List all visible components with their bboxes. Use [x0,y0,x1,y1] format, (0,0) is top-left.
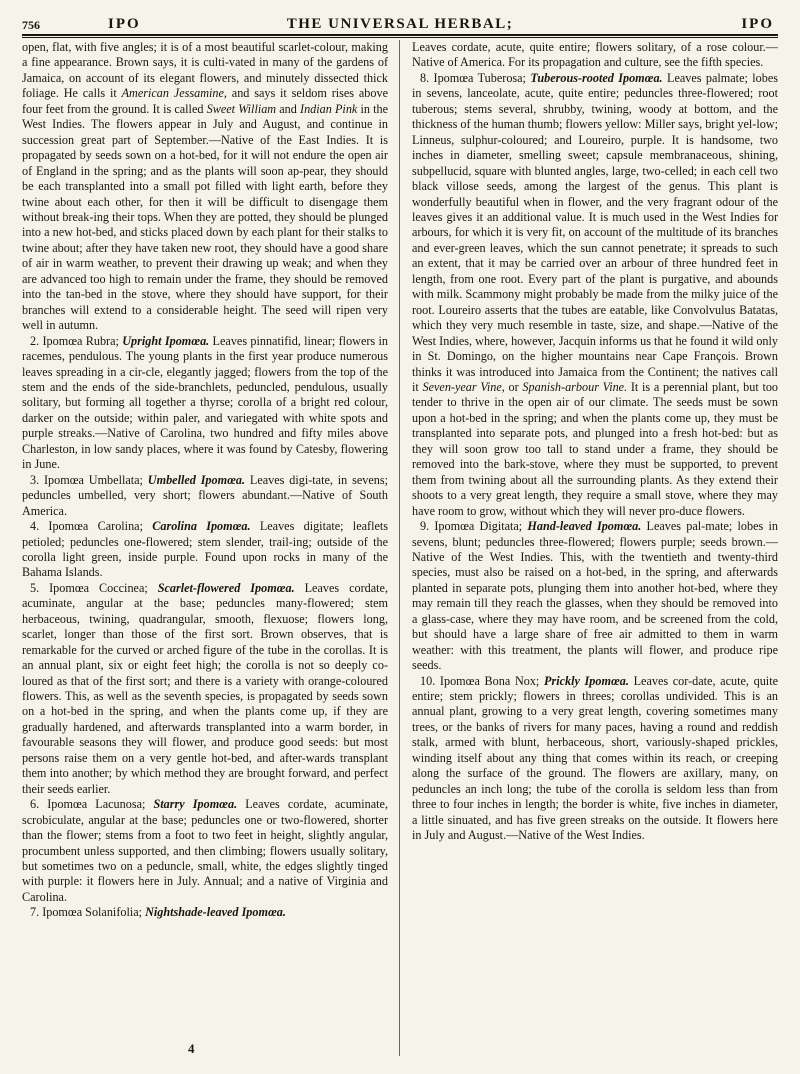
italic-term: Scarlet-flowered Ipomœa. [157,580,295,595]
italic-term: Umbelled Ipomœa. [147,472,246,487]
header-left-word: IPO [108,16,141,32]
italic-term: Carolina Ipomœa. [152,519,251,534]
body-text: Leaves digitate; leaflets petioled; peduncles one-flowered; stem slender, trail-ing; outside of the corolla light green, inside purple. Found upon rocks in many of the Bahama Islands. [22,519,388,580]
body-text: 10. Ipomœa Bona Nox; [420,673,544,688]
body-text: 5. Ipomœa Coccinea; [30,580,158,595]
body-text: 3. Ipomœa Umbellata; [30,472,148,487]
column-divider [399,40,400,1056]
right-column [412,40,778,844]
body-text: 6. Ipomœa Lacunosa; [30,797,154,812]
italic-term: Nightshade-leaved Ipomœa. [145,905,286,920]
body-text: 9. Ipomœa Digitata; [420,519,528,534]
body-text: and says it seldom rises above four feet from the ground. It is called [22,86,388,116]
body-text: Leaves pal-mate; lobes in sevens, blunt; peduncles three-flowered; flowers purple; seeds brown.—Native of the West Indies. This, with the twentieth and twenty-third species, must also be raised on a hot-bed, in the spring, and afterwards planted in separate pots, plunging them into another hot-bed, where they may remain till they reach the glasses, when they should be removed into a glass-case, where they may have room, and be screened from the cold, but should have a large share of free air admitted to them in warm weather: with this treatment, the plants will flower, and produce ripe seeds. [412,519,778,673]
page-number: 756 [22,18,40,32]
species-entry [412,674,778,844]
body-text: 7. Ipomœa Solanifolia; [30,905,146,920]
body-text: Leaves palmate; lobes in sevens, lanceolate, acute, quite entire; peduncles three-flowered; root tuberous; stems several, shrubby, twining, woody at bottom, and the thickness of the human thumb; flowers yellow: Miller says, bright yel-low; Linneus, sulphur-coloured; and Loureiro, purple. It is handsome, two inches in diameter, smelling sweet; capsule membranaceous, shining, subpellucid, square with blunted angles, large, two-celled; in each cell two black villose seeds, among the largest of the genus. This plant is wonderfully beautiful when in flower, and the very fragrant odour of the leaves gives it an additional value. It is much used in the West Indies for arbours, for which it is very fit, on account of the multitude of its branches and ever-green leaves, which the sun cannot penetrate; it spreads to such an extent, that it may be carried over an arbour of three hundred feet in length, from one root. Every part of the plant is purgative, and abounds with milk. Scammony might probably be made from the milky juice of the root. Loureiro asserts that the tubes are eatable, like Convolvulus Batatas, which they very much resemble in taste, size, and shape.—Native of the West Indies, where, however, Jacquin informs us that he found it wild only in St. Domingo, on the higher mountains near Cape François. Brown thinks it was introduced into Jamaica from the Continent; the natives call it [412,70,778,394]
running-header [22,14,778,36]
italic-term: Hand-leaved Ipomœa. [527,519,642,534]
continued-paragraph [22,40,388,334]
body-text: and [276,101,301,116]
body-text: in the West Indies. The flowers appear in July and August, and continue in succession great part of September.—Native of the East Indies. It is propagated by seeds sown on a hot-bed, for it will not endure the open air of England in the spring; and as the plants will soon ap-pear, they should be each transplanted into a small pot filled with light earth, before they twine about each other, for then it will be difficult to disengage them without break-ing their tops. When they are potted, they should be plunged into a new hot-bed, and sticks placed down by each plant for their stalks to twine about; after they have taken new root, they should have a good share of air in warm weather, to prevent their drawing up weak; and when they are advanced too high to remain under the frame, they should be removed into the tan-bed in the stove, where they should have support, for their branches will extend to a considerable height. The seed will ripen very well in autumn. [22,101,388,333]
body-text: 2. Ipomœa Rubra; [30,333,123,348]
italic-term: Tuberous-rooted Ipomœa. [530,70,663,85]
body-text: 8. Ipomœa Tuberosa; [420,70,531,85]
header-title: THE UNIVERSAL HERBAL; [286,16,514,32]
italic-term: Seven-year Vine, [422,379,505,394]
body-text: open, flat, with five angles; it is of a most beautiful scarlet-colour, making a fine appearance. Brown says, it is culti-vated in many of the gardens of Jamaica, on account of its elegant flowers, and minutely dissected thick foliage. He calls it [22,40,388,101]
left-column [22,40,388,921]
species-entry [22,905,388,920]
continued-paragraph [412,40,778,71]
species-entry [22,519,388,581]
body-text: Leaves digi-tate, in sevens; peduncles umbelled, very short; flowers abundant.—Native of South America. [22,472,388,518]
species-entry [22,334,388,473]
body-text: Leaves cordate, acuminate, scrobiculate, angular at the base; peduncles one or two-flowered, shorter than the flower; stems from a foot to two feet in height, slightly angular, procumbent unless supported, and then climbing; flowers usually solitary, but sometimes two on a peduncle, small, white, the edges slightly tinged with purple: it flowers here in July. Annual; and a native of Virginia and Carolina. [22,797,388,904]
italic-term: American Jessamine, [121,86,227,101]
signature-mark: 4 [188,1041,195,1056]
italic-term: Spanish-arbour Vine. [522,379,628,394]
body-text: Leaves cordate, acuminate, angular at the base; peduncles many-flowered; stem herbaceous, twining, quadrangular, smooth, flexuose; flowers long, scarlet, longer than those of the first sort. Brown observes, that is remarkable for the curved or arched figure of the tube in the corollas. It is an annual plant, six or eight feet high; the corolla is not so deeply co-loured as that of the first sort; and there is a variety with orange-coloured flowers. This, as well as the seventh species, is propagated by seeds sown on a hot-bed in the spring, and when the plants come up, if they are gradually hardened, and afterwards transplanted into a warm border, in favourable seasons they will flower, and produce good seeds: but most persons raise them on a very gentle hot-bed, and after-wards transplant them into another; by which method they are brought forward, and perfect their seeds earlier. [22,580,388,796]
body-text: Leaves pinnatifid, linear; flowers in racemes, pendulous. The young plants in the first year produce numerous leaves spreading in a cir-cle, elegantly jagged; flowers from the top of the stem and the ends of the side-branchlets, peduncled, pendulous, usually solitary, but forming all together a thyrse; corolla of a bright red colour, darker on the outside; within paler, and variegated with white spots and purple streaks.—Native of Carolina, two hundred and fifty miles above Charleston, in low sandy places, where it was found by Catesby, flowering in June. [22,333,388,472]
body-text: It is a perennial plant, but too tender to thrive in the open air of our climate. The seeds must be sown upon a hot-bed in the spring; and when the plants come up, they must be transplanted into separate pots, and plunged into a fresh hot-bed: but as they will soon grow too tall to stand under a frame, they should be removed into the bark-stove, where they must be supported, to prevent them from twining about all the surrounding plants. As they extend their shoots to a very great length, they require a small stove, where they may have room to grow, without which they will never pro-duce flowers. [412,379,779,518]
body-text: Leaves cordate, acute, quite entire; flowers solitary, of a rose colour.—Native of America. For its propagation and culture, see the fifth species. [412,40,778,70]
italic-term: Starry Ipomœa. [153,797,238,812]
species-entry [412,519,778,674]
italic-term: Sweet William [206,101,277,116]
species-entry [22,581,388,797]
body-text: Leaves cor-date, acute, quite entire; stem prickly; flowers in threes; corollas undivided. This is an annual plant, growing to a very great length, covering sometimes many trees, or the banks of rivers for many paces, having a round and reddish stalk, armed with blunt, herbaceous, short, variously-shaped prickles, winding itself about any thing that comes within its reach, or creeping along the surface of the ground. The flowers are axillary, many, on peduncles an inch long; the tube of the corolla is seldom less than from three to four inches in length; the border is white, five inches in diameter, a little sinuated, and has five green streaks on the outside. It flowers here in July and August.—Native of the West Indies. [412,673,778,843]
italic-term: Upright Ipomœa. [122,333,210,348]
species-entry [22,797,388,905]
species-entry [22,473,388,519]
italic-term: Indian Pink [300,101,358,116]
italic-term: Prickly Ipomœa. [544,673,629,688]
header-rule [22,34,778,38]
species-entry [412,71,778,519]
body-text: or [504,379,523,394]
body-text: 4. Ipomœa Carolina; [30,519,153,534]
header-right-word: IPO [741,16,774,32]
